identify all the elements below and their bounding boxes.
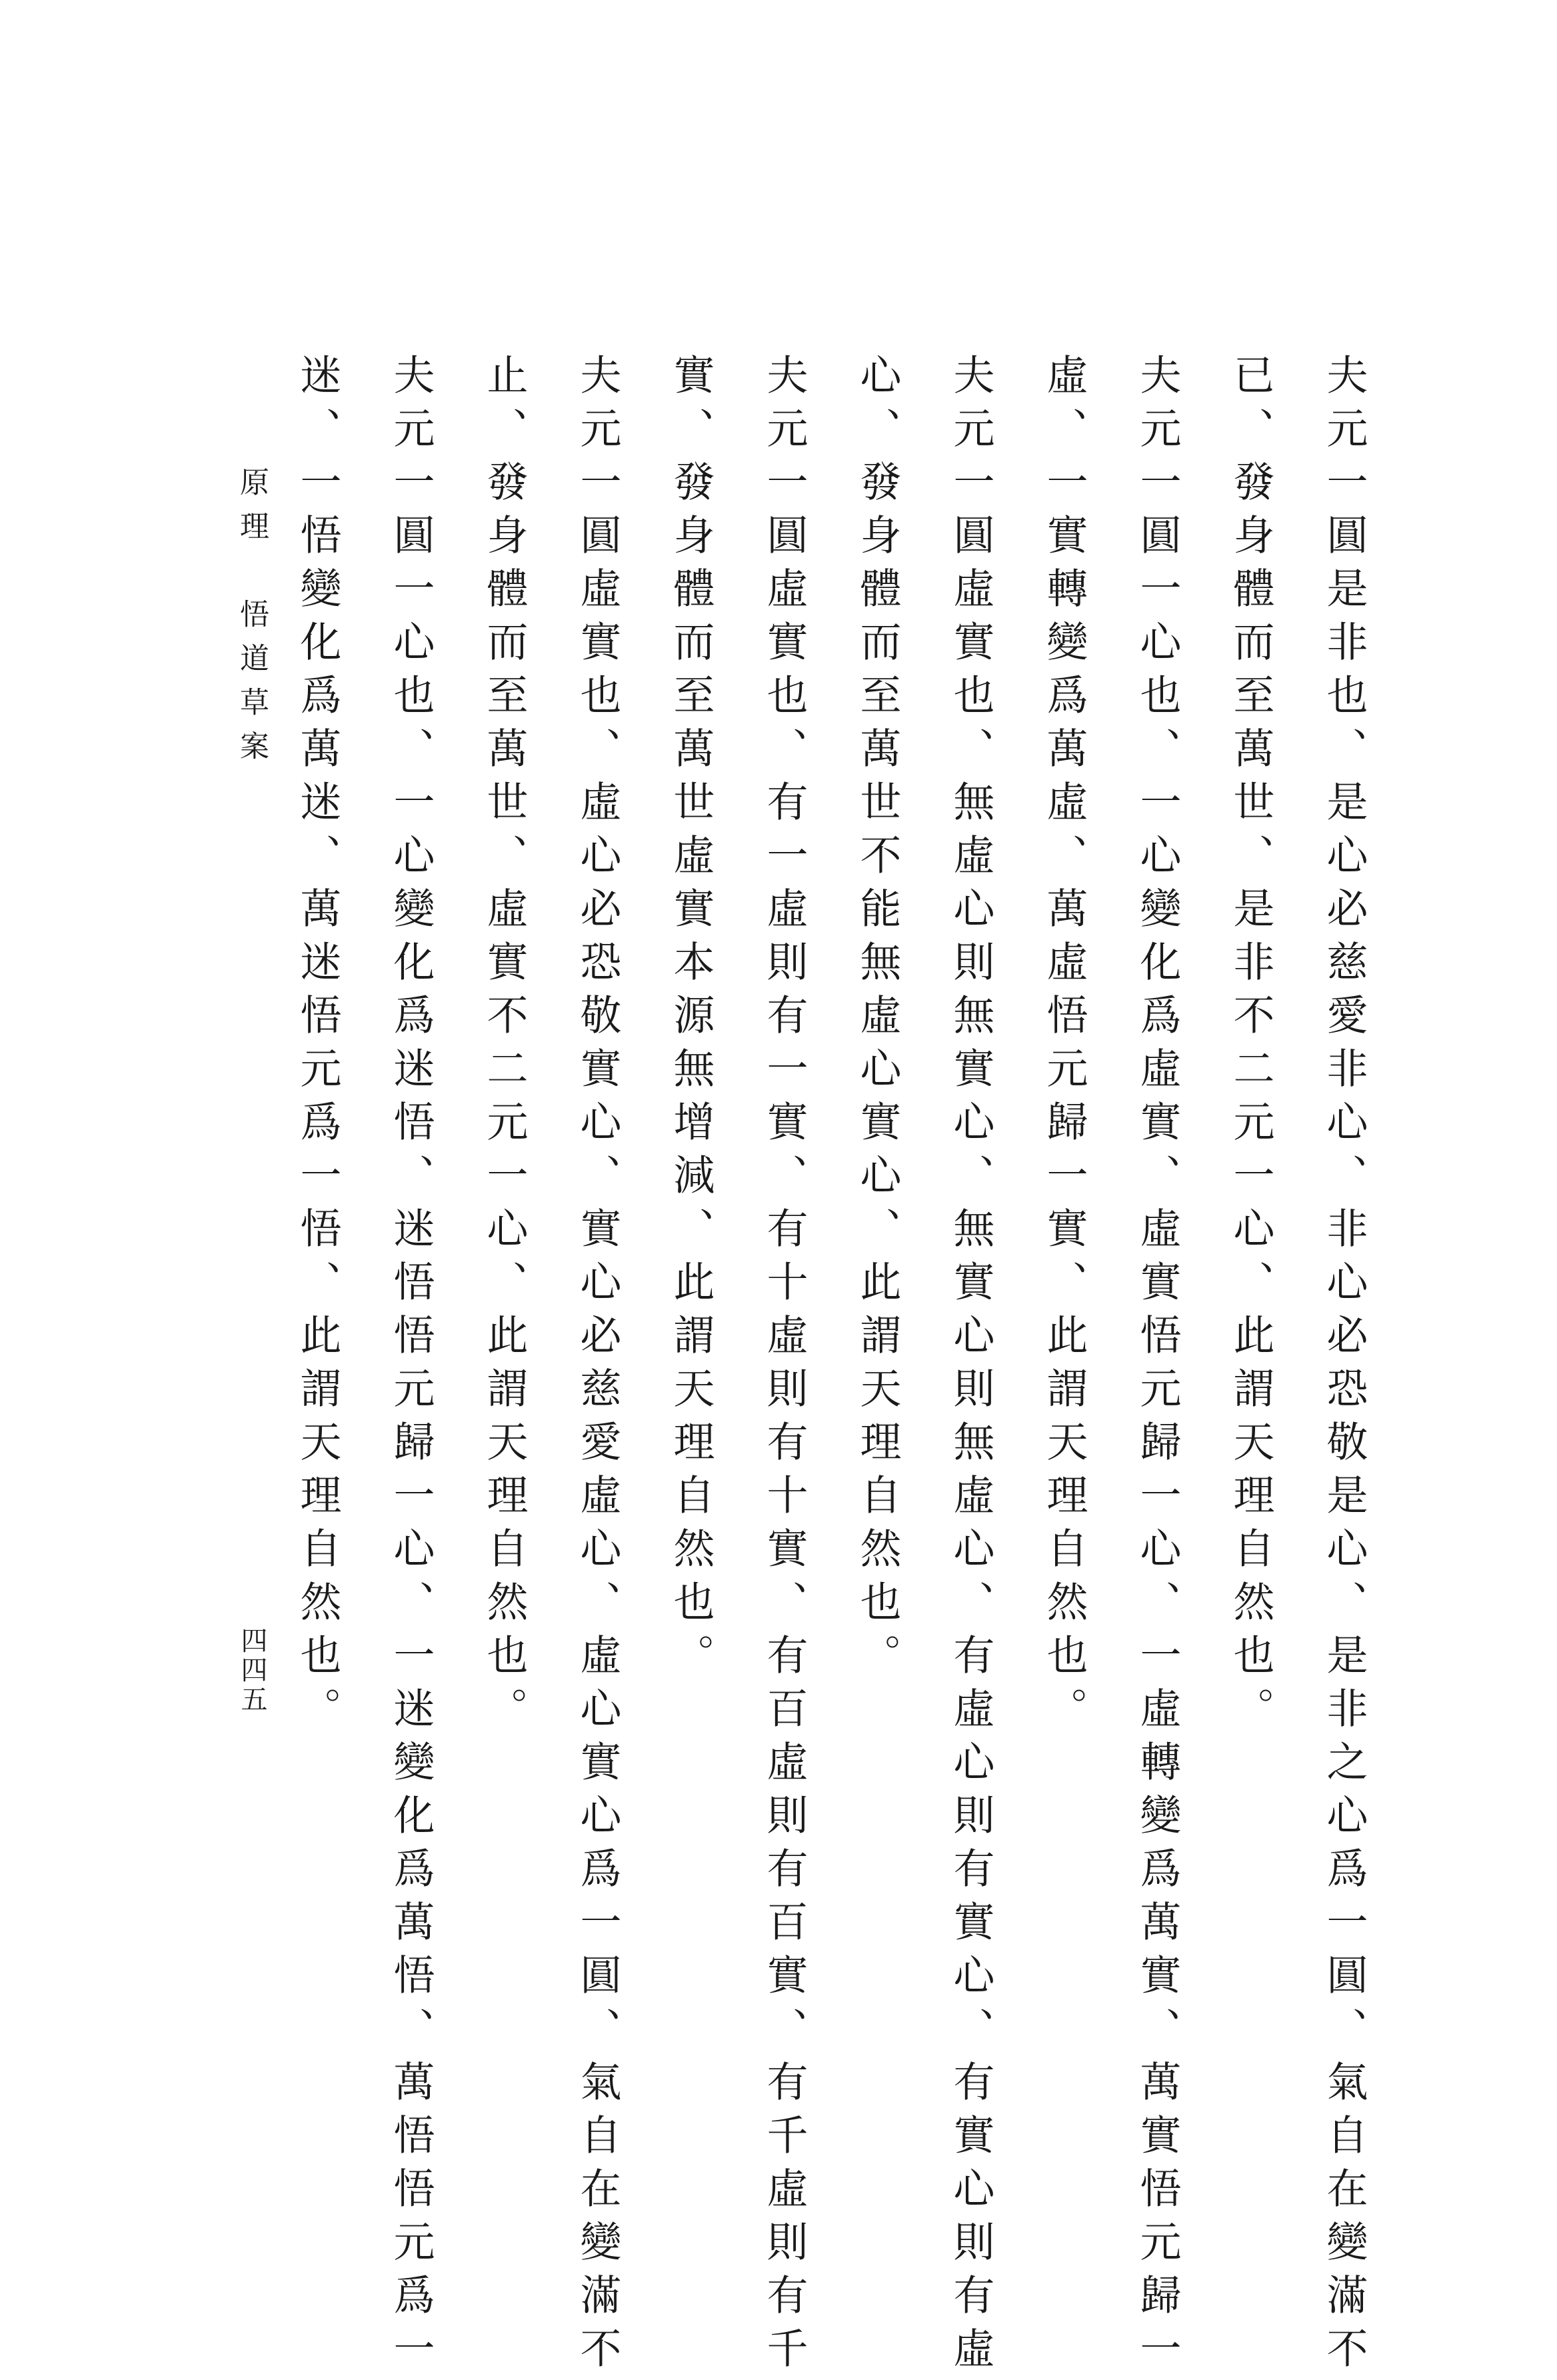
text-column-4: 虛、一實轉變爲萬虛、萬虛悟元歸一實、此謂天理自然也。: [1040, 353, 1088, 1740]
page-number: 四四五: [237, 1627, 267, 1715]
text-column-11: 夫元一圓一心也、一心變化爲迷悟、迷悟悟元歸一心、一迷變化爲萬悟、萬悟悟元爲一: [387, 353, 435, 2380]
text-column-5: 夫元一圓虛實也、無虛心則無實心、無實心則無虛心、有虛心則有實心、有實心則有虛: [946, 353, 995, 2380]
text-column-1: 夫元一圓是非也、是心必慈愛非心、非心必恐敬是心、是非之心爲一圓、氣自在變滿不: [1320, 353, 1368, 2380]
text-column-9: 夫元一圓虛實也、虛心必恐敬實心、實心必慈愛虛心、虛心實心爲一圓、氣自在變滿不: [573, 353, 622, 2380]
text-column-7: 夫元一圓虛實也、有一虛則有一實、有十虛則有十實、有百虛則有百實、有千虛則有千: [760, 353, 808, 2380]
text-column-3: 夫元一圓一心也、一心變化爲虛實、虛實悟元歸一心、一虛轉變爲萬實、萬實悟元歸一: [1133, 353, 1182, 2380]
text-column-6: 心、發身體而至萬世不能無虛心實心、此謂天理自然也。: [853, 353, 902, 1687]
text-column-2: 已、發身體而至萬世、是非不二元一心、此謂天理自然也。: [1226, 353, 1275, 1740]
running-title: 原理 悟道草案: [235, 467, 269, 775]
text-column-10: 止、發身體而至萬世、虛實不二元一心、此謂天理自然也。: [480, 353, 529, 1740]
text-column-8: 實、發身體而至萬世虛實本源無增減、此謂天理自然也。: [667, 353, 715, 1687]
text-column-12: 迷、一悟變化爲萬迷、萬迷悟元爲一悟、此謂天理自然也。: [293, 353, 342, 1740]
